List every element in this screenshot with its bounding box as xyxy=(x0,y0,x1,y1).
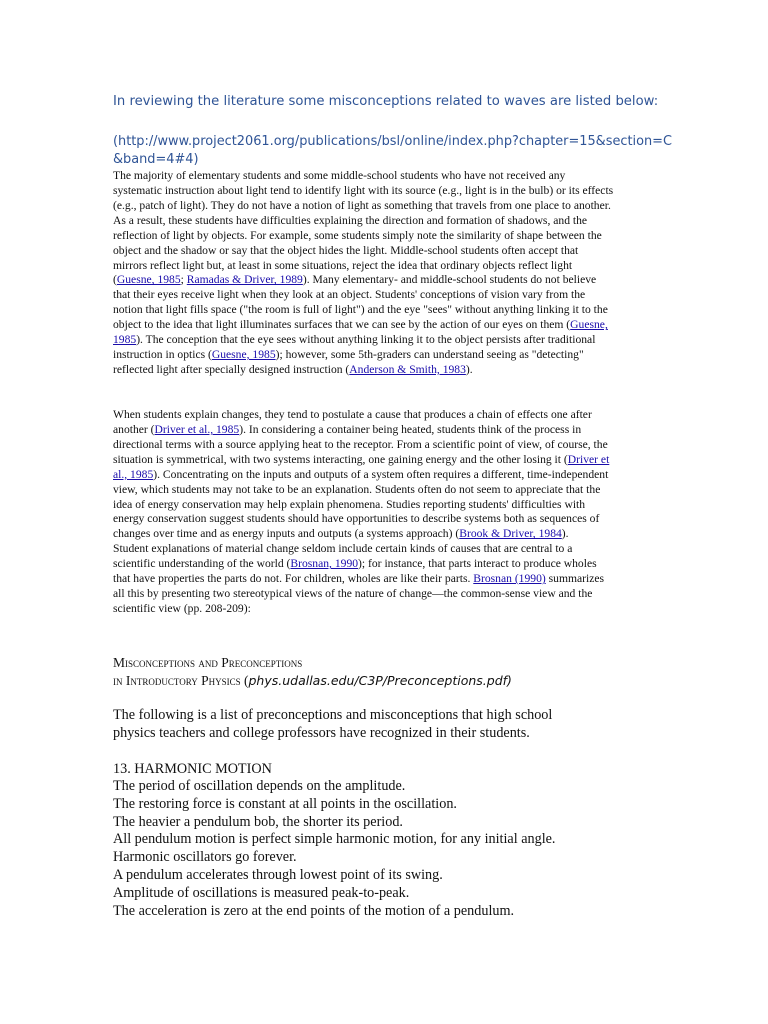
list-item: A pendulum accelerates through lowest point of its swing. xyxy=(113,866,443,883)
paragraph-change xyxy=(113,408,653,617)
list-item: Harmonic oscillators go forever. xyxy=(113,849,297,866)
list-item: The restoring force is constant at all points in the oscillation. xyxy=(113,795,457,812)
citation-link[interactable]: Brosnan, 1990 xyxy=(290,557,359,571)
list-item: The heavier a pendulum bob, the shorter its period. xyxy=(113,813,403,830)
paragraph-text: ). Student explanations of material change seldom include certain kinds of causes that are central to a scientific understanding of the world ( xyxy=(113,527,573,571)
paragraph-text: ). xyxy=(465,362,473,376)
paragraph-text: ). The conception that the eye sees without anything linking it to the object persists after traditional instruction in optics ( xyxy=(113,333,596,362)
list-item: The period of oscillation depends on the amplitude. xyxy=(113,778,406,794)
paragraph-text: ). Concentrating on the inputs and outputs of a system often requires a different, time-independent view, which students may not take to be an explanation. Students often do not seem to appreciate that the idea of energy conservation may help explain phenomena. Studies reporting students' difficulties with energy conservation suggest students should have opportunities to describe systems both as sequences of changes over time and as energy inputs and outputs (a systems approach) ( xyxy=(113,467,609,541)
paragraph-text: The majority of elementary students and some middle-school students who have not received any systematic instruction about light tend to identify light with its source (e.g., light is in the bulb) or its effects (e.g., patch of light). They do not have a notion of light as something that travels from one place to another. As a result, these students have difficulties explaining the direction and formation of shadows, and the reflection of light by objects. For example, some students simply note the similarity of shape between the object and the shadow or say that the object hides the light. Middle-school students often accept that mirrors reflect light but, at least in some situations, reject the idea that ordinary objects reflect light ( xyxy=(113,169,614,287)
heading-source: phys.udallas.edu/C3P/Preconceptions.pdf) xyxy=(248,673,512,688)
list-item: All pendulum motion is perfect simple harmonic motion, for any initial angle. xyxy=(113,831,556,848)
heading-line-1: Misconceptions and Preconceptions xyxy=(113,655,303,670)
paragraph-text: ); for instance, that parts interact to produce wholes that have properties the parts do not. For children, wholes are like their parts. xyxy=(113,557,597,586)
source-url: (http://www.project2061.org/publications/bsl/online/index.php?chapter=15&section=C&band=4#4) xyxy=(113,134,672,167)
paragraph-text: ; xyxy=(180,273,187,287)
heading-line-2 xyxy=(113,672,673,690)
citation-link[interactable]: Brook & Driver, 1984 xyxy=(459,527,562,541)
paragraph-text: summarizes all this by presenting two stereotypical views of the nature of change—the common-sense view and the scientific view (pp. 208-209): xyxy=(113,572,605,615)
section-title: 13. HARMONIC MOTION xyxy=(113,761,272,777)
heading-line-2-text: in Introductory Physics ( xyxy=(113,673,249,688)
citation-link[interactable]: Guesne, 1985 xyxy=(116,273,181,287)
citation-link[interactable]: Guesne, 1985 xyxy=(113,318,608,347)
citation-link[interactable]: Anderson & Smith, 1983 xyxy=(349,362,466,376)
paragraph-text: When students explain changes, they tend to postulate a cause that produces a chain of effects one after another ( xyxy=(113,408,592,436)
section-heading xyxy=(113,654,673,690)
citation-link[interactable]: Driver et al., 1985 xyxy=(154,422,240,436)
list-intro: The following is a list of preconceptions and misconceptions that high school physics teachers and college professors have recognized in their students. xyxy=(113,707,553,741)
paragraph-text: ). In considering a container being heated, students think of the process in directional terms with a source applying heat to the receptor. From a scientific point of view, of course, the situation is symmetrical, with two systems interacting, one gaining energy and the other losing it ( xyxy=(113,422,608,466)
citation-link[interactable]: Ramadas & Driver, 1989 xyxy=(186,273,303,287)
paragraph-text: ); however, some 5th-graders can understand seeing as "detecting" reflected light after specially designed instruction ( xyxy=(113,348,584,376)
citation-link[interactable]: Driver et al., 1985 xyxy=(113,452,610,481)
list-item: Amplitude of oscillations is measured peak-to-peak. xyxy=(113,884,410,901)
misconception-list xyxy=(113,778,555,920)
list-item: The acceleration is zero at the end points of the motion of a pendulum. xyxy=(113,902,515,919)
paragraph-light xyxy=(113,169,653,378)
paragraph-text: ). Many elementary- and middle-school students do not believe that their eyes receive light when they look at an object. Students' conceptions of vision vary from the notion that light fills space ("the room is full of light") and the eye "sees" without anything linking it to the object to the idea that light illuminates surfaces that we can see by the action of our eyes on them ( xyxy=(113,273,608,332)
citation-link[interactable]: Brosnan (1990) xyxy=(473,572,546,586)
intro-text: In reviewing the literature some misconceptions related to waves are listed below: xyxy=(113,94,659,109)
citation-link[interactable]: Guesne, 1985 xyxy=(211,348,276,362)
